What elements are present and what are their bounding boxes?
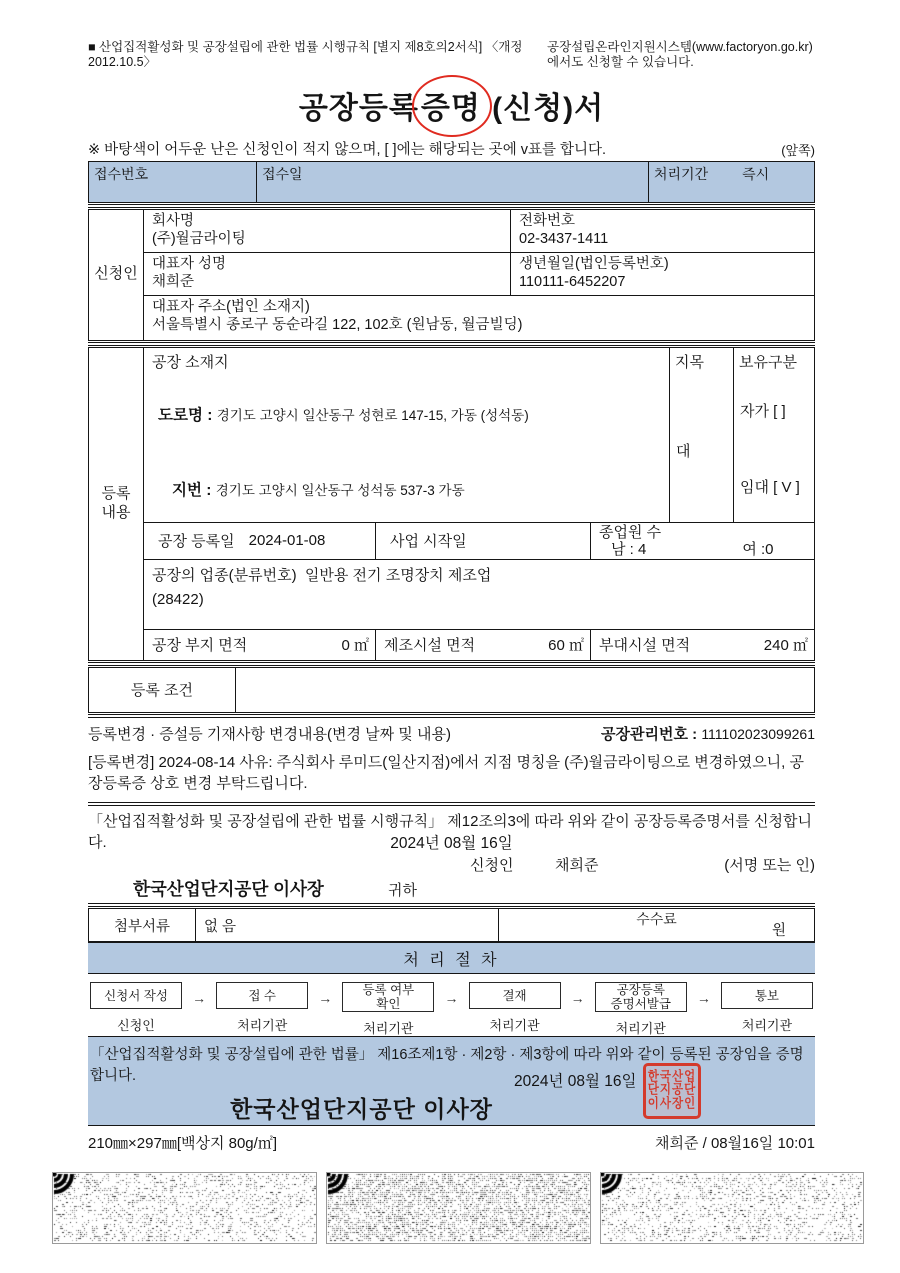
corp-reg-number-label: 생년월일(법인등록번호): [519, 255, 669, 272]
online-system-note-line2: 에서도 신청할 수 있습니다.: [547, 55, 694, 70]
processing-period-label: 처리기간: [654, 165, 709, 182]
industry-label: 공장의 업종(분류번호): [152, 566, 297, 584]
mfg-area-value: 60 ㎡: [548, 637, 584, 654]
step-box-check-registration: [342, 982, 434, 1012]
certification-panel: [88, 1036, 815, 1126]
ceo-address-label: 대표자 주소(법인 소재지): [152, 298, 310, 315]
legal-reference-line1: ■ 산업집적활성화 및 공장설립에 관한 법률 시행규칙 [별지 제8호의2서식] 〈개정: [88, 40, 523, 54]
attachment-label: 첨부서류: [89, 909, 196, 941]
ceo-name-value: 채희준: [152, 274, 195, 291]
applicant-signature-line: [88, 850, 815, 874]
aux-area-label: 부대시설 면적: [599, 637, 691, 654]
step-box-line1: 공장등록: [616, 983, 665, 997]
attachment-value: 없 음: [196, 909, 499, 941]
site-area-label: 공장 부지 면적: [152, 637, 248, 654]
jibun-address-value: 경기도 고양시 일산동구 성석동 537-3 가동: [215, 482, 465, 498]
step-actor: 처리기관: [615, 1021, 666, 1036]
area-row: [144, 630, 814, 660]
process-banner: 처 리 절 차: [88, 942, 815, 974]
business-start-date-cell: [376, 523, 591, 559]
process-step: [90, 982, 182, 1034]
process-step: [721, 982, 813, 1034]
title-circled-text: 증명: [420, 91, 481, 125]
receipt-table: [88, 161, 815, 203]
arrow-right-icon: →: [444, 990, 459, 1006]
process-step: [342, 982, 434, 1034]
step-actor: 처리기관: [741, 1018, 793, 1033]
signature-note: (서명 또는 인): [724, 857, 815, 874]
seal-row: 한국산업: [647, 1070, 697, 1084]
road-address-value: 경기도 고양시 일산동구 성현로 147-15, 가동 (성석동): [216, 407, 529, 423]
land-category-cell: [670, 348, 734, 522]
land-category-value: 대: [676, 442, 691, 460]
step-box-receive: [216, 982, 308, 1009]
factory-location-cell: [144, 348, 670, 522]
section-divider: [88, 714, 815, 718]
ceo-address-cell: [144, 296, 814, 340]
application-date: 2024년 08월 16일: [390, 835, 513, 852]
section-divider: [88, 903, 815, 907]
step-box-line1: 등록 여부: [362, 983, 415, 997]
factory-reg-date-cell: [144, 523, 376, 559]
registration-section-label: [89, 348, 144, 660]
red-circle-annotation: [412, 75, 492, 137]
process-step: [216, 982, 308, 1034]
receipt-date-cell: 접수일: [257, 162, 649, 202]
employees-cell: [591, 523, 814, 559]
seal-row: 단지공단: [647, 1083, 697, 1098]
road-address: [158, 403, 529, 425]
factory-reg-date-label: 공장 등록일: [158, 533, 235, 550]
security-noise-block: [52, 1172, 317, 1244]
online-system-note: [547, 40, 815, 71]
step-actor: 처리기관: [363, 1021, 414, 1036]
company-name-value: (주)월금라이팅: [152, 231, 246, 248]
ceo-name-cell: [144, 253, 511, 295]
fee-cell: [499, 909, 814, 941]
leased-checkbox-label: 임대 [ V ]: [740, 478, 800, 496]
site-area-cell: [144, 630, 376, 660]
business-start-date-label: 사업 시작일: [390, 533, 467, 550]
fee-unit: 원: [771, 923, 786, 939]
title-circled-word: [419, 83, 483, 127]
certification-date: 2024년 08월 16일: [514, 1073, 637, 1090]
ceo-address-value: 서울특별시 종로구 동순라길 122, 102호 (원남동, 월금빌딩): [152, 317, 523, 334]
site-area-value: 0 ㎡: [341, 637, 369, 654]
change-section: [88, 719, 815, 802]
step-box-line1: 결재: [502, 988, 527, 1003]
ownership-label: 보유구분: [739, 353, 797, 371]
table-row: [144, 296, 814, 340]
security-noise-block: [600, 1172, 864, 1244]
step-box-approve: [469, 982, 561, 1009]
official-seal-stamp: [643, 1063, 701, 1119]
step-box-line1: 신청서 작성: [104, 988, 168, 1003]
step-box-line1: 통보: [754, 988, 780, 1003]
condition-label: 등록 조건: [89, 668, 236, 712]
phone-cell: [511, 210, 814, 252]
legal-reference-line2: 2012.10.5〉: [88, 55, 157, 70]
step-actor: 처리기관: [489, 1018, 540, 1033]
applicant-section-label: 신청인: [89, 210, 144, 340]
document-header: [88, 0, 815, 71]
section-divider: [88, 662, 815, 666]
fill-instruction: ※ 바탕색이 어두운 난은 신청인이 적지 않으며, [ ]에는 해당되는 곳에 v표를 합니다.: [88, 141, 607, 158]
seal-row: 이사장인: [647, 1096, 697, 1111]
aux-area-cell: [591, 630, 814, 660]
online-system-note-line1: 공장설립온라인지원시스템(www.factoryon.go.kr): [547, 40, 813, 54]
arrow-right-icon: →: [192, 990, 207, 1006]
processing-period-cell: [649, 162, 814, 202]
issuer-name: 한국산업단지공단 이사장: [230, 1096, 493, 1122]
print-info: 채희준 / 08월16일 10:01: [654, 1135, 815, 1152]
table-row: [144, 253, 814, 296]
industry-cell: [144, 560, 814, 630]
process-step: [469, 982, 561, 1034]
process-flow: [88, 974, 815, 1034]
employees-male-value: 남 : 4: [611, 540, 647, 558]
step-box-line2: 증명서발급: [610, 997, 671, 1011]
dates-row: [144, 523, 814, 560]
security-pattern-strip: [52, 1172, 864, 1244]
condition-value: [236, 668, 814, 712]
paper-spec: 210㎜×297㎜[백상지 80g/㎡]: [88, 1135, 277, 1152]
step-box-write-application: [90, 982, 182, 1009]
corp-reg-number-value: 110111-6452207: [519, 274, 626, 291]
section-divider: [88, 802, 815, 806]
road-address-label: 도로명 :: [158, 406, 217, 424]
jibun-address: [172, 478, 465, 500]
mfg-area-cell: [376, 630, 591, 660]
table-row: [144, 210, 814, 253]
industry-code: (28422): [152, 590, 204, 608]
factory-mgmt-number-value: 111102023099261: [701, 725, 815, 742]
section-divider: [88, 204, 815, 208]
factory-reg-date-value: 2024-01-08: [248, 532, 326, 549]
step-box-issue-certificate: [595, 982, 687, 1012]
application-statement: 「산업집적활성화 및 공장설립에 관한 법률 시행규칙」 제12조의3에 따라 위와 같이 공장등록증명서를 신청합니다.: [88, 813, 812, 851]
company-name-cell: [144, 210, 511, 252]
step-box-line2: 확인: [376, 997, 401, 1011]
factory-location-row: [144, 348, 814, 523]
applicant-name: 채희준: [555, 857, 599, 874]
industry-line: [152, 564, 806, 585]
section-divider: [88, 342, 815, 346]
document-title: [88, 83, 815, 123]
jibun-address-label: 지번 :: [172, 481, 216, 499]
arrow-right-icon: →: [318, 990, 333, 1006]
owned-checkbox-label: 자가 [ ]: [740, 402, 786, 420]
receipt-number-cell: 접수번호: [89, 162, 257, 202]
change-content: [등록변경] 2024-08-14 사유: 주식회사 루미드(일산지점)에서 지점 명칭을 (주)월금라이팅으로 변경하였으니, 공장등록증 상호 변경 부탁드립니다.: [88, 753, 804, 793]
industry-value: 일반용 전기 조명장치 제조업: [304, 566, 492, 584]
title-pre: 공장등록: [298, 91, 419, 125]
employees-label: 종업원 수: [599, 523, 662, 541]
registration-section: [88, 347, 815, 661]
ownership-cell: [734, 348, 814, 522]
title-post: (신청)서: [482, 91, 605, 125]
registration-label-line1: 등록: [101, 484, 131, 502]
recipient-suffix: 귀하: [388, 882, 417, 899]
front-side-label: (앞쪽): [781, 142, 815, 158]
employees-female-value: 여 :0: [742, 540, 774, 558]
instruction-row: [88, 139, 815, 159]
factory-mgmt-number-label: 공장관리번호 :: [601, 725, 702, 743]
phone-label: 전화번호: [519, 212, 576, 229]
document-sheet: [88, 0, 815, 1153]
factory-mgmt-number: [601, 723, 815, 744]
process-step: [595, 982, 687, 1034]
certification-statement: 「산업집적활성화 및 공장설립에 관한 법률」 제16조제1항 · 제2항 · 제3항에 따라 위와 같이 등록된 공장임을 증명합니다.: [90, 1047, 804, 1084]
recipient-line: [88, 874, 815, 902]
page-footer: [88, 1132, 815, 1153]
corp-reg-number-cell: [511, 253, 814, 295]
land-category-label: 지목: [675, 353, 704, 371]
legal-reference: [88, 40, 528, 71]
arrow-right-icon: →: [570, 990, 585, 1006]
step-actor: 처리기관: [237, 1018, 288, 1033]
step-box-line1: 접 수: [248, 988, 276, 1003]
aux-area-value: 240 ㎡: [763, 637, 808, 654]
applicant-label: 신청인: [470, 857, 514, 874]
mfg-area-label: 제조시설 면적: [384, 637, 476, 654]
factory-location-label: 공장 소재지: [152, 353, 229, 371]
condition-section: [88, 667, 815, 713]
company-name-label: 회사명: [152, 212, 195, 229]
step-box-notify: [721, 982, 813, 1009]
phone-value: 02-3437-1411: [519, 231, 609, 248]
security-noise-block: [326, 1172, 591, 1244]
recipient-name: 한국산업단지공단 이사장: [133, 879, 324, 899]
fee-label: 수수료: [636, 911, 677, 927]
processing-period-value: 즉시: [742, 165, 770, 182]
attachment-section: [88, 908, 815, 942]
ceo-name-label: 대표자 성명: [152, 255, 227, 272]
arrow-right-icon: →: [696, 990, 711, 1006]
registration-label-line2: 내용: [101, 503, 131, 521]
applicant-section: [88, 209, 815, 341]
change-header: 등록변경 · 증설등 기재사항 변경내용(변경 날짜 및 내용): [88, 725, 451, 743]
step-actor: 신청인: [117, 1018, 155, 1033]
